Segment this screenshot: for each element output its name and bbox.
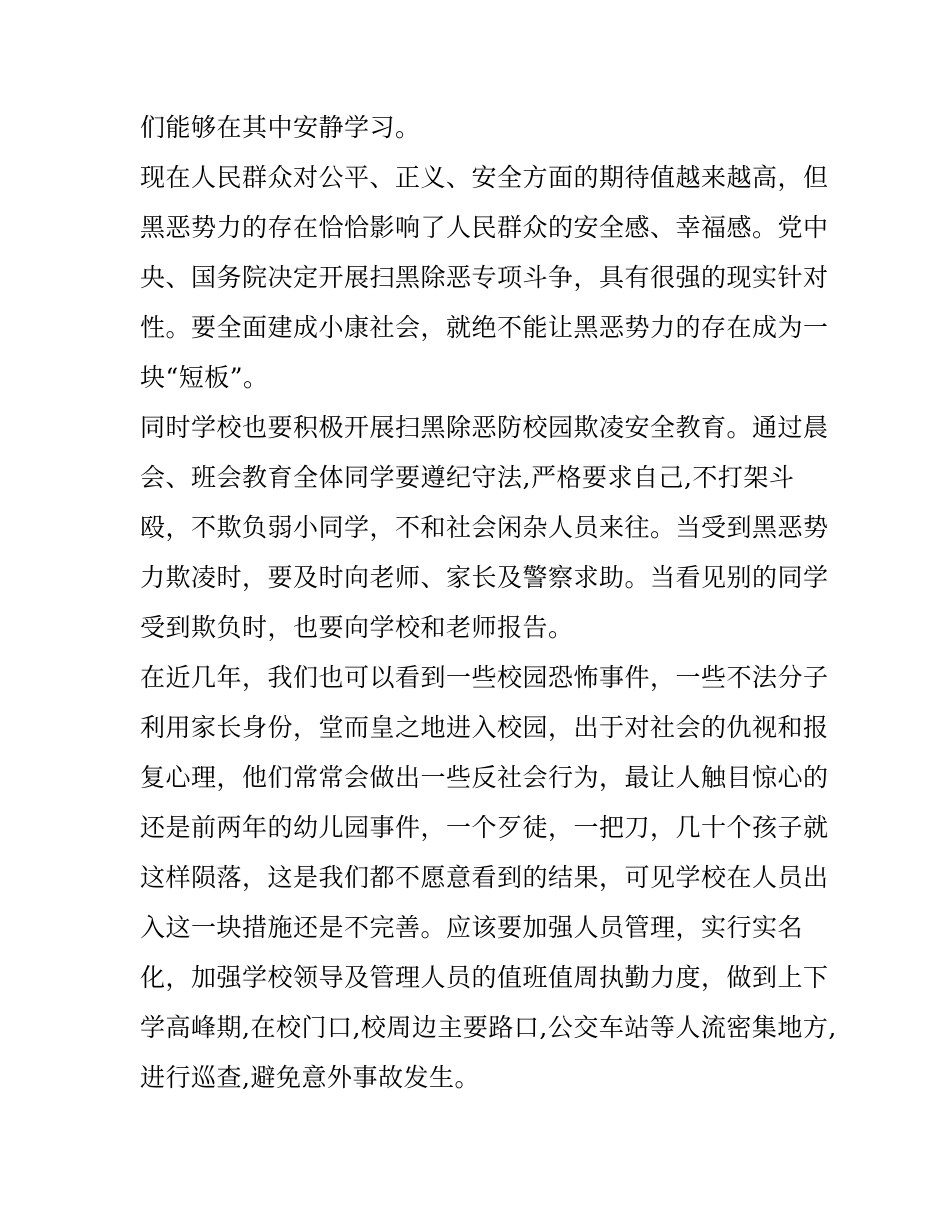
text-line: 会、班会教育全体同学要遵纪守法,严格要求自己,不打架斗 <box>140 463 795 492</box>
text-line: 进行巡查,避免意外事故发生。 <box>140 1063 480 1092</box>
text-line: 央、国务院决定开展扫黑除恶专项斗争，具有很强的现实针对 <box>140 263 829 292</box>
text-line: 力欺凌时，要及时向老师、家长及警察求助。当看见别的同学 <box>140 563 829 592</box>
text-line: 在近几年，我们也可以看到一些校园恐怖事件，一些不法分子 <box>140 663 829 692</box>
text-line: 这样陨落，这是我们都不愿意看到的结果，可见学校在人员出 <box>140 863 829 892</box>
text-line: 还是前两年的幼儿园事件，一个歹徒，一把刀，几十个孩子就 <box>140 813 829 842</box>
text-line: 性。要全面建成小康社会，就绝不能让黑恶势力的存在成为一 <box>140 313 829 342</box>
text-line: 黑恶势力的存在恰恰影响了人民群众的安全感、幸福感。党中 <box>140 213 829 242</box>
text-line: 入这一块措施还是不完善。应该要加强人员管理，实行实名 <box>140 913 804 942</box>
text-line: 殴，不欺负弱小同学，不和社会闲杂人员来往。当受到黑恶势 <box>140 513 829 542</box>
text-line: 利用家长身份，堂而皇之地进入校园，出于对社会的仇视和报 <box>140 713 829 742</box>
text-line: 现在人民群众对公平、正义、安全方面的期待值越来越高，但 <box>140 163 829 192</box>
text-line: 受到欺负时，也要向学校和老师报告。 <box>140 613 574 642</box>
text-line: 复心理，他们常常会做出一些反社会行为，最让人触目惊心的 <box>140 763 829 792</box>
document-body <box>140 103 837 1103</box>
text-line: 学高峰期,在校门口,校周边主要路口,公交车站等人流密集地方, <box>140 1013 837 1042</box>
text-line: 块“短板”。 <box>140 363 269 392</box>
text-line: 们能够在其中安静学习。 <box>140 113 421 142</box>
text-line: 化，加强学校领导及管理人员的值班值周执勤力度，做到上下 <box>140 963 829 992</box>
text-line: 同时学校也要积极开展扫黑除恶防校园欺凌安全教育。通过晨 <box>140 413 829 442</box>
